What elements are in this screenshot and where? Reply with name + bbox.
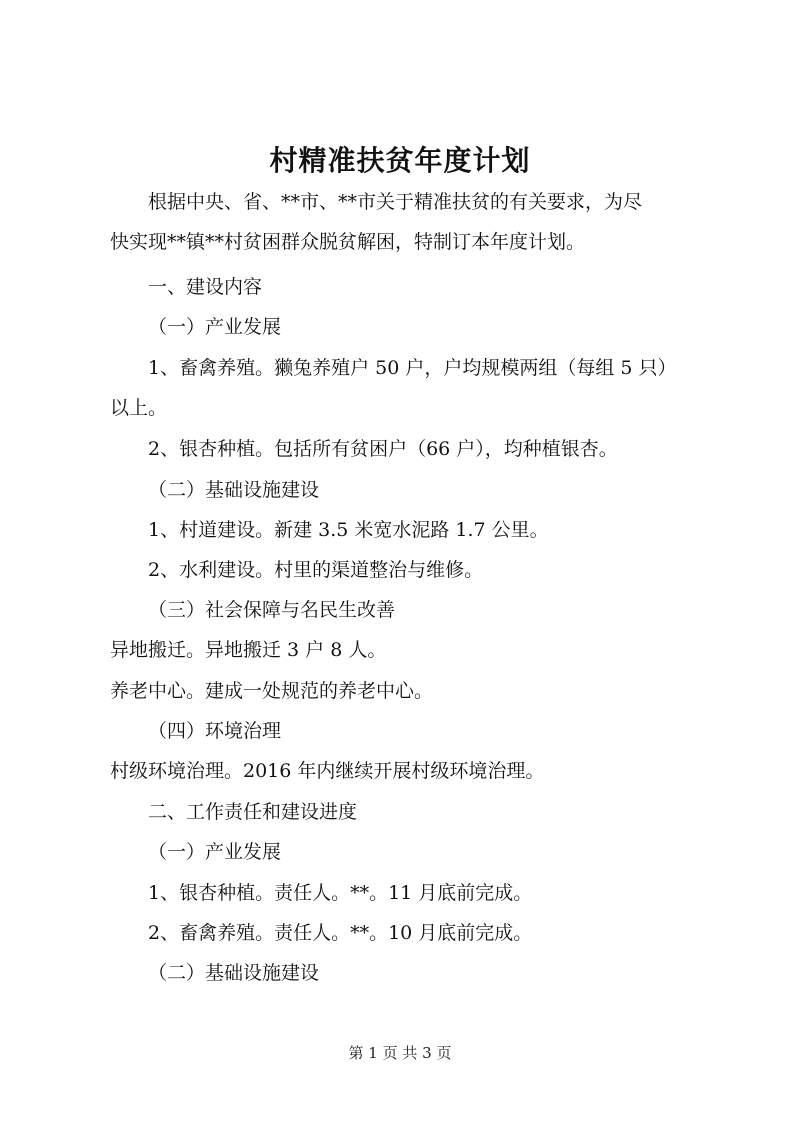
paragraph-livestock-line-2: 以上。: [110, 397, 168, 419]
paragraph-water: 2、水利建设。村里的渠道整治与维修。: [148, 559, 484, 581]
paragraph-environment: 村级环境治理。2016 年内继续开展村级环境治理。: [110, 760, 545, 782]
paragraph-elderly-center: 养老中心。建成一处规范的养老中心。: [110, 680, 434, 702]
page-footer: 第 1 页 共 3 页: [348, 1044, 452, 1062]
paragraph-ginkgo: 2、银杏种植。包括所有贫困户（66 户），均种植银杏。: [148, 438, 618, 460]
paragraph-livestock-line-1: 1、畜禽养殖。獭兔养殖户 50 户，户均规模两组（每组 5 只）: [148, 357, 677, 379]
paragraph-road: 1、村道建设。新建 3.5 米宽水泥路 1.7 公里。: [148, 519, 549, 541]
intro-paragraph-line-2: 快实现**镇**村贫困群众脱贫解困，特制订本年度计划。: [110, 231, 586, 253]
subsection-heading-industry: （一）产业发展: [148, 316, 282, 338]
subsection-heading-industry-2: （一）产业发展: [148, 841, 282, 863]
section-heading-2: 二、工作责任和建设进度: [148, 801, 358, 823]
intro-paragraph-line-1: 根据中央、省、**市、**市关于精准扶贫的有关要求，为尽: [148, 191, 643, 213]
paragraph-ginkgo-responsibility: 1、银杏种植。责任人。**。11 月底前完成。: [148, 882, 533, 904]
subsection-heading-infrastructure-2: （二）基础设施建设: [148, 962, 320, 984]
subsection-heading-environment: （四）环境治理: [148, 720, 282, 742]
paragraph-livestock-responsibility: 2、畜禽养殖。责任人。**。10 月底前完成。: [148, 922, 533, 944]
document-title: 村精准扶贫年度计划: [269, 144, 531, 177]
subsection-heading-social: （三）社会保障与名民生改善: [148, 599, 396, 621]
paragraph-relocation: 异地搬迁。异地搬迁 3 户 8 人。: [110, 639, 387, 661]
subsection-heading-infrastructure: （二）基础设施建设: [148, 479, 320, 501]
section-heading-1: 一、建设内容: [148, 276, 263, 298]
